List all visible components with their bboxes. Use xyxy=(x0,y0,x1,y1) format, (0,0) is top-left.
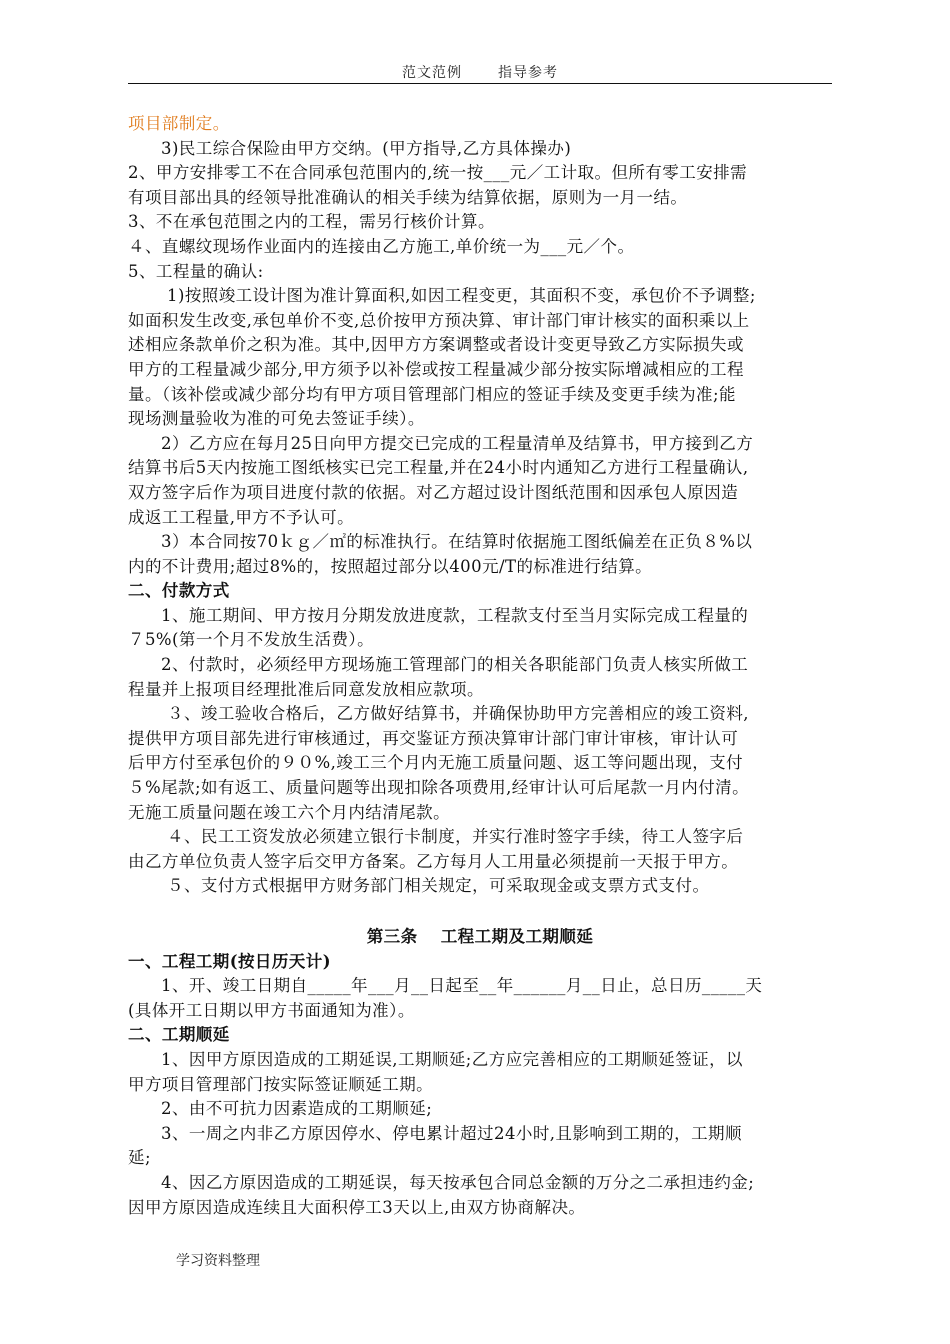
text-line: 1、施工期间、甲方按月分期发放进度款，工程款支付至当月实际完成工程量的 xyxy=(161,605,749,625)
text-line: 由乙方单位负责人签字后交甲方备案。乙方每月人工用量必须提前一天报于甲方。 xyxy=(128,851,739,871)
text-line: 2、甲方安排零工不在合同承包范围内的,统一按___元／工计取。但所有零工安排需 xyxy=(128,163,748,183)
header-left-text: 范文范例 xyxy=(402,65,462,81)
text-line: 1、开、竣工日期自_____年___月__日起至__年______月__日止，总日历_____天 xyxy=(161,976,763,996)
text-line: 甲方项目管理部门按实际签证顺延工期。 xyxy=(128,1074,434,1094)
text-line: ４、民工工资发放必须建立银行卡制度，并实行准时签字手续，待工人签字后 xyxy=(167,827,744,847)
contract-clauses-part-1 xyxy=(128,112,832,899)
section-gap xyxy=(128,899,832,909)
text-line: 现场测量验收为准的可免去签证手续）。 xyxy=(128,409,425,429)
text-line: 一、工程工期(按日历天计) xyxy=(128,951,331,971)
text-line: 3、一周之内非乙方原因停水、停电累计超过24小时,且影响到工期的，工期顺 xyxy=(161,1123,742,1143)
text-line: ５、支付方式根据甲方财务部门相关规定，可采取现金或支票方式支付。 xyxy=(167,876,710,896)
text-line: 3、不在承包范围之内的工程，需另行核价计算。 xyxy=(128,212,495,232)
section-title: 第三条 工程工期及工期顺延 xyxy=(366,927,594,946)
text-line: 述相应条款单价之积为准。其中,因甲方方案调整或者设计变更导致乙方实际损失或 xyxy=(128,335,744,355)
page-header xyxy=(128,62,832,82)
text-line: 如面积发生改变,承包单价不变,总价按甲方预决算、审计部门审计核实的面积乘以上 xyxy=(128,310,750,330)
header-rule xyxy=(128,83,832,84)
text-line: ４、直螺纹现场作业面内的连接由乙方施工,单价统一为___元／个。 xyxy=(128,236,635,256)
document-body xyxy=(128,112,832,1220)
text-line: 因甲方原因造成连续且大面积停工3天以上,由双方协商解决。 xyxy=(128,1197,586,1217)
text-line: 甲方的工程量减少部分,甲方须予以补偿或按工程量减少部分按实际增减相应的工程 xyxy=(128,359,744,379)
text-line: 二、工期顺延 xyxy=(128,1025,230,1045)
text-line: 2、付款时，必须经甲方现场施工管理部门的相关各职能部门负责人核实所做工 xyxy=(161,655,749,675)
text-line: 二、付款方式 xyxy=(128,581,230,601)
text-line: 程量并上报项目经理批准后同意发放相应款项。 xyxy=(128,679,484,699)
text-line: 1)按照竣工设计图为准计算面积,如因工程变更，其面积不变，承包价不予调整; xyxy=(167,286,756,306)
text-line: 4、因乙方原因造成的工期延误，每天按承包合同总金额的万分之二承担违约金; xyxy=(161,1172,755,1192)
text-line: ７5%(第一个月不发放生活费）。 xyxy=(128,630,375,650)
text-line: 有项目部出具的经领导批准确认的相关手续为结算依据，原则为一月一结。 xyxy=(128,187,688,207)
text-line: 项目部制定。 xyxy=(128,114,230,133)
text-line: 2）乙方应在每月25日向甲方提交已完成的工程量清单及结算书，甲方接到乙方 xyxy=(161,433,754,453)
text-line: 1、因甲方原因造成的工期延误,工期顺延;乙方应完善相应的工期顺延签证，以 xyxy=(161,1049,744,1069)
text-line: 内的不计费用;超过8%的，按照超过部分以400元/T的标准进行结算。 xyxy=(128,556,653,576)
text-line: 3)民工综合保险由甲方交纳。(甲方指导,乙方具体操办) xyxy=(161,138,572,158)
text-line: 后甲方付至承包价的９０%,竣工三个月内无施工质量问题、返工等问题出现，支付 xyxy=(128,753,744,773)
contract-clauses-part-2 xyxy=(128,950,832,1221)
text-line: 双方签字后作为项目进度付款的依据。对乙方超过设计图纸范围和因承包人原因造 xyxy=(128,482,739,502)
text-line: 成返工工程量,甲方不予认可。 xyxy=(128,507,355,527)
text-line: 延; xyxy=(128,1148,151,1168)
header-right-text: 指导参考 xyxy=(498,65,558,81)
text-line: (具体开工日期以甲方书面通知为准）。 xyxy=(128,1000,415,1020)
text-line: 5、工程量的确认: xyxy=(128,261,264,281)
text-line: ５%尾款;如有返工、质量问题等出现扣除各项费用,经审计认可后尾款一月内付清。 xyxy=(128,778,750,798)
text-line: 量。（该补偿或减少部分均有甲方项目管理部门相应的签证手续及变更手续为准;能 xyxy=(128,384,736,404)
text-line: 提供甲方项目部先进行审核通过，再交鉴证方预决算审计部门审计审核，审计认可 xyxy=(128,728,739,748)
text-line: 无施工质量问题在竣工六个月内结清尾款。 xyxy=(128,802,451,822)
text-line: ３、竣工验收合格后，乙方做好结算书，并确保协助甲方完善相应的竣工资料, xyxy=(167,704,749,724)
text-line: 2、由不可抗力因素造成的工期顺延; xyxy=(161,1099,433,1119)
text-line: 3）本合同按70ｋｇ／㎡的标准执行。在结算时依据施工图纸偏差在正负８%以 xyxy=(161,532,753,552)
text-line: 结算书后5天内按施工图纸核实已完工程量,并在24小时内通知乙方进行工程量确认, xyxy=(128,458,749,478)
page-footer: 学习资料整理 xyxy=(176,1253,260,1269)
